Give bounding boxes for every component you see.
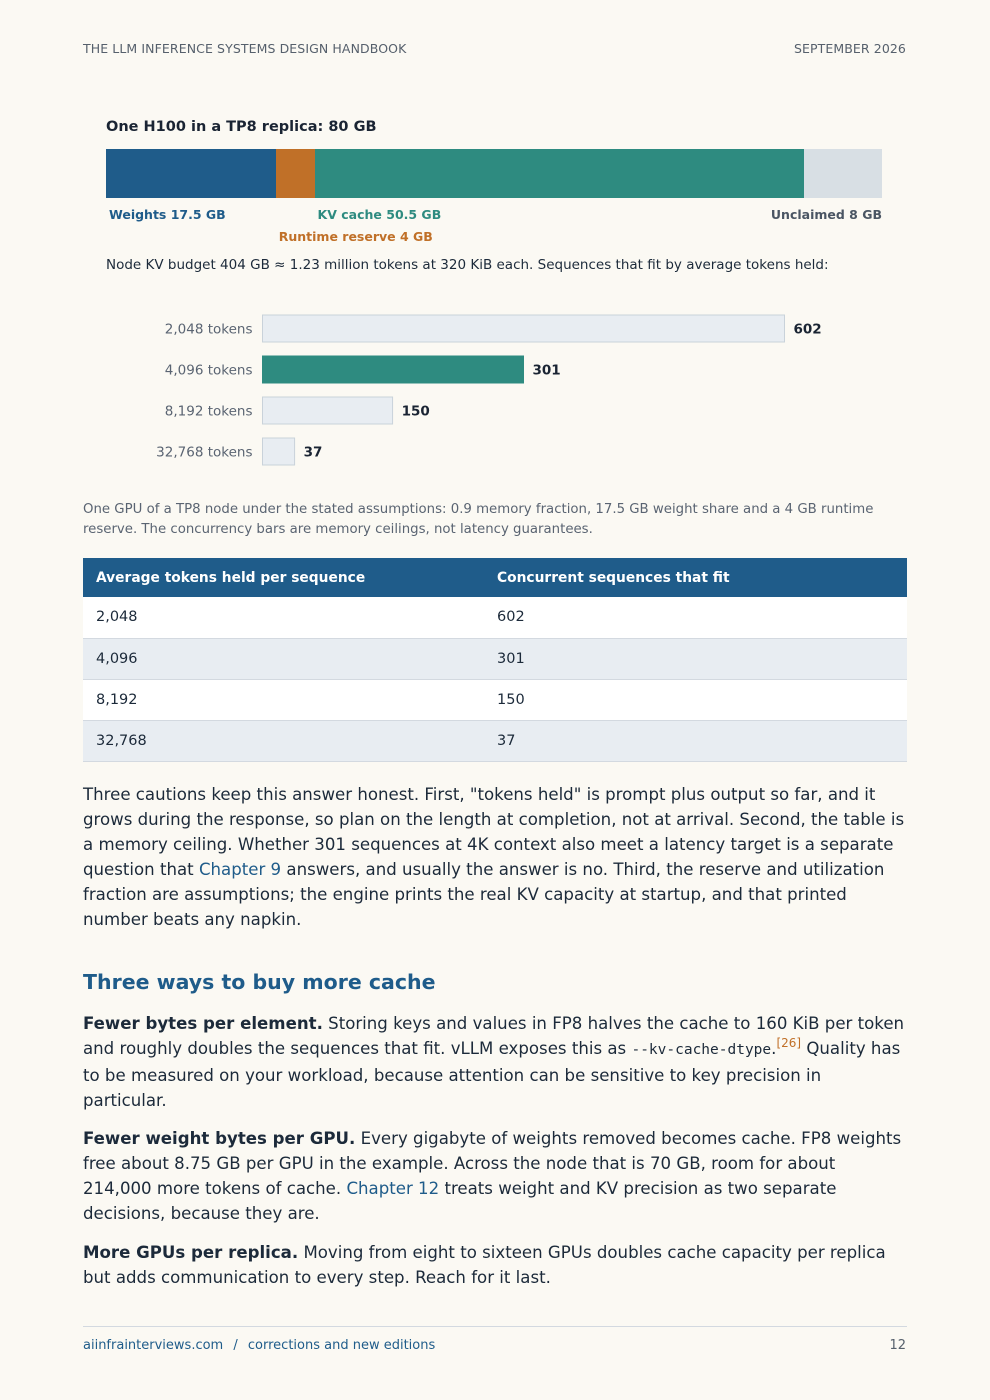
item-text: treats weight and KV precision as two separate decisions, because they are. [83,1179,837,1223]
chapter-9-link[interactable]: Chapter 9 [198,860,282,879]
header-date: SEPTEMBER 2026 [793,41,906,56]
bar-value-label: 150 [401,403,430,420]
bar-value-label: 301 [532,362,561,379]
item-lead: Fewer weight bytes per GPU. [83,1129,356,1148]
bar-value-label: 602 [793,321,822,338]
kv-budget-line: Node KV budget 404 GB ≈ 1.23 million tokens at 320 KiB each. Sequences that fit by average tokens held: [106,257,829,273]
bar-category-label: 8,192 tokens [164,403,253,420]
item-text: Every gigabyte of weights removed becomes cache. FP8 weights free about 8.75 GB per GPU in the example. Across the node that is 70 GB, room for about 214,000 more tokens of cache. [83,1129,902,1198]
item-more-gpus [83,1240,907,1290]
concurrency-chart-svg [106,305,886,475]
memory-segment-kv [315,149,805,198]
table-cell-tokens: 2,048 [83,597,484,638]
corrections-link[interactable]: corrections and new editions [247,1338,436,1353]
table-header-sequences: Concurrent sequences that fit [484,558,907,597]
memory-label-weights: Weights 17.5 GB [109,207,226,222]
memory-segment-unclaimed [804,149,882,198]
site-link[interactable]: aiinfrainterviews.com [83,1338,224,1353]
memory-label-unclaimed: Unclaimed 8 GB [770,207,882,222]
footer-divider [83,1326,907,1327]
table-row [83,720,907,761]
table-row [83,638,907,679]
bar-category-label: 4,096 tokens [164,362,253,379]
bar-value-label: 37 [303,444,323,461]
item-fewer-weight-bytes [83,1126,907,1226]
memory-stacked-bar [106,149,882,198]
item-text: Quality has to be measured on your workload, because attention can be sensitive to key precision in particular. [83,1039,901,1110]
concurrency-bar [263,438,295,465]
concurrency-bar-chart [106,305,886,475]
table-cell-sequences: 37 [484,720,907,761]
cautions-text-2: answers, and usually the answer is no. Third, the reserve and utilization fraction are assumptions; the engine prints the real KV capacity at startup, and that printed number beats any napkin. [83,860,885,929]
concurrency-bar [263,397,393,424]
item-lead: Fewer bytes per element. [83,1014,323,1033]
figure-caption: One GPU of a TP8 node under the stated assumptions: 0.9 memory fraction, 17.5 GB weight share and a 4 GB runtime reserve. The concurrency bars are memory ceilings, not latency guarantees. [83,502,874,537]
table-row [83,597,907,638]
table-cell-sequences: 602 [484,597,907,638]
item-text: . [771,1039,777,1058]
table-cell-tokens: 4,096 [83,638,484,679]
running-header [83,41,906,56]
capacity-table [83,558,907,762]
page-footer [83,1338,906,1353]
page-number: 12 [889,1338,906,1353]
memory-figure-title: One H100 in a TP8 replica: 80 GB [106,119,377,135]
memory-segment-weights [106,149,276,198]
table-header-tokens: Average tokens held per sequence [83,558,484,597]
bar-category-label: 32,768 tokens [156,444,253,461]
table-cell-tokens: 32,768 [83,720,484,761]
table-row [83,679,907,720]
cautions-text-1: Three cautions keep this answer honest. First, "tokens held" is prompt plus output so far, and it grows during the response, so plan on the length at completion, not at arrival. Second, the table is a memory ceiling. Whether 301 sequences at 4K context also meet a latency target is a separate question that [83,785,905,879]
item-lead: More GPUs per replica. [83,1243,299,1262]
cautions-paragraph [83,782,907,932]
book-title: THE LLM INFERENCE SYSTEMS DESIGN HANDBOOK [83,41,407,56]
bar-category-label: 2,048 tokens [164,321,253,338]
kv-cache-dtype-code: --kv-cache-dtype [631,1042,772,1058]
item-fewer-bytes [83,1011,907,1113]
table-header-row [83,558,907,597]
memory-segment-runtime [276,149,315,198]
item-text: Moving from eight to sixteen GPUs doubles cache capacity per replica but adds communication to every step. Reach for it last. [83,1243,886,1287]
item-text: Storing keys and values in FP8 halves the cache to 160 KiB per token and roughly doubles the sequences that fit. vLLM exposes this as [83,1014,905,1058]
footer-links [83,1338,435,1353]
section-heading: Three ways to buy more cache [83,970,436,994]
memory-label-kv: KV cache 50.5 GB [317,207,442,222]
concurrency-bar [263,356,524,383]
footer-separator: / [233,1338,238,1353]
concurrency-bar [263,315,785,342]
chapter-12-link[interactable]: Chapter 12 [346,1179,440,1198]
table-cell-tokens: 8,192 [83,679,484,720]
citation-link[interactable]: [26] [776,1036,802,1050]
table-cell-sequences: 301 [484,638,907,679]
memory-label-runtime: Runtime reserve 4 GB [278,229,433,244]
table-cell-sequences: 150 [484,679,907,720]
